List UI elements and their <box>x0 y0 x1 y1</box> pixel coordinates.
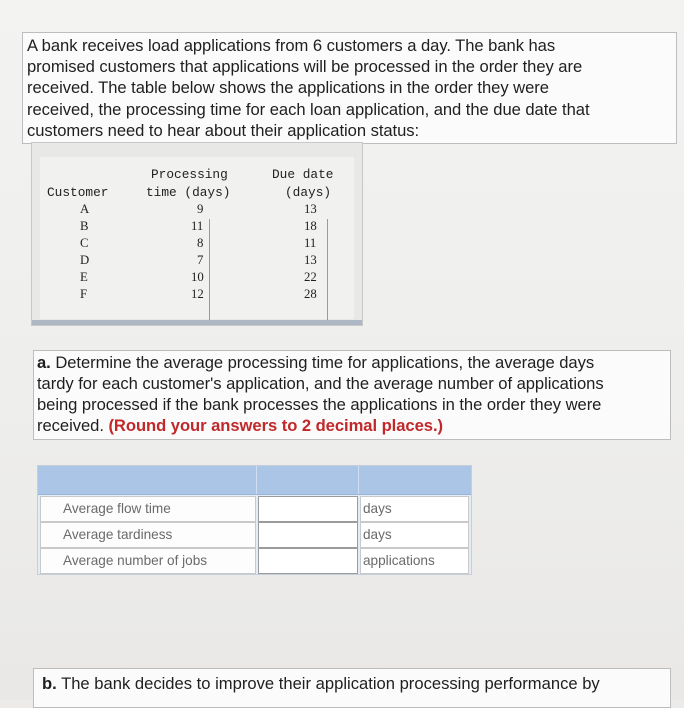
answer-label: Average number of jobs <box>40 548 256 574</box>
cell-customer: C <box>80 236 89 250</box>
intro-line: received, the processing time for each loan application, and the due date that <box>27 99 590 119</box>
question-a-text: received. <box>37 416 104 435</box>
question-b <box>33 668 671 708</box>
question-a-text: Determine the average processing time for applications, the average days <box>55 353 595 372</box>
answer-row-flow-time <box>40 496 469 522</box>
intro-line: A bank receives load applications from 6 customers a day. The bank has <box>27 36 556 55</box>
cell-processing: 9 <box>197 202 204 216</box>
cell-processing: 12 <box>191 287 204 301</box>
intro-line: promised customers that applications will be processed in the order they are <box>27 57 583 77</box>
question-a <box>33 350 671 440</box>
average-tardiness-input[interactable] <box>258 522 358 548</box>
question-a-line <box>37 415 667 436</box>
cell-customer: A <box>80 202 90 216</box>
loan-data-table-body <box>40 157 354 319</box>
answer-label: Average flow time <box>40 496 256 522</box>
header-customer: Customer <box>47 185 109 200</box>
intro-line: received. The table below shows the applications in the order they were <box>27 78 549 98</box>
question-b-text: The bank decides to improve their application processing performance by <box>61 674 600 693</box>
problem-intro <box>22 32 677 144</box>
cell-due: 11 <box>304 236 317 250</box>
header-processing-time: time (days) <box>146 185 231 200</box>
answer-row-jobs <box>40 548 469 574</box>
average-number-of-jobs-input[interactable] <box>258 548 358 574</box>
intro-line: customers need to hear about their application status: <box>27 120 420 140</box>
question-b-label: b. <box>42 674 57 693</box>
cell-processing: 11 <box>191 219 204 233</box>
question-b-line <box>42 673 662 694</box>
cell-processing: 7 <box>197 253 204 267</box>
cell-customer: E <box>80 270 88 284</box>
answer-label: Average tardiness <box>40 522 256 548</box>
table-bottom-rule <box>32 320 362 325</box>
question-a-line: tardy for each customer's application, and the average number of applications <box>37 374 604 393</box>
cell-processing: 10 <box>191 270 204 284</box>
cell-due: 28 <box>304 287 317 301</box>
question-a-line <box>37 352 667 373</box>
cell-processing: 8 <box>197 236 204 250</box>
header-divider <box>358 466 359 494</box>
cell-customer: B <box>80 219 89 233</box>
answer-table <box>37 465 472 575</box>
question-a-label: a. <box>37 353 51 372</box>
cell-customer: F <box>80 287 88 301</box>
question-a-line: being processed if the bank processes the applications in the order they were <box>37 395 602 414</box>
cell-due: 22 <box>304 270 317 284</box>
average-flow-time-input[interactable] <box>258 496 358 522</box>
header-processing: Processing <box>151 167 228 182</box>
answer-row-tardiness <box>40 522 469 548</box>
header-due-date: Due date <box>272 167 334 182</box>
answer-unit: applications <box>360 548 469 574</box>
cell-due: 13 <box>304 202 317 216</box>
column-divider <box>209 219 210 322</box>
loan-data-table <box>31 142 363 326</box>
header-divider <box>256 466 257 494</box>
cell-due: 13 <box>304 253 317 267</box>
answer-unit: days <box>360 496 469 522</box>
cell-due: 18 <box>304 219 317 233</box>
cell-customer: D <box>80 253 90 267</box>
header-due-days: (days) <box>285 185 332 200</box>
answer-table-header <box>38 466 471 495</box>
rounding-instruction: (Round your answers to 2 decimal places.) <box>108 416 443 435</box>
answer-unit: days <box>360 522 469 548</box>
column-divider <box>327 219 328 322</box>
